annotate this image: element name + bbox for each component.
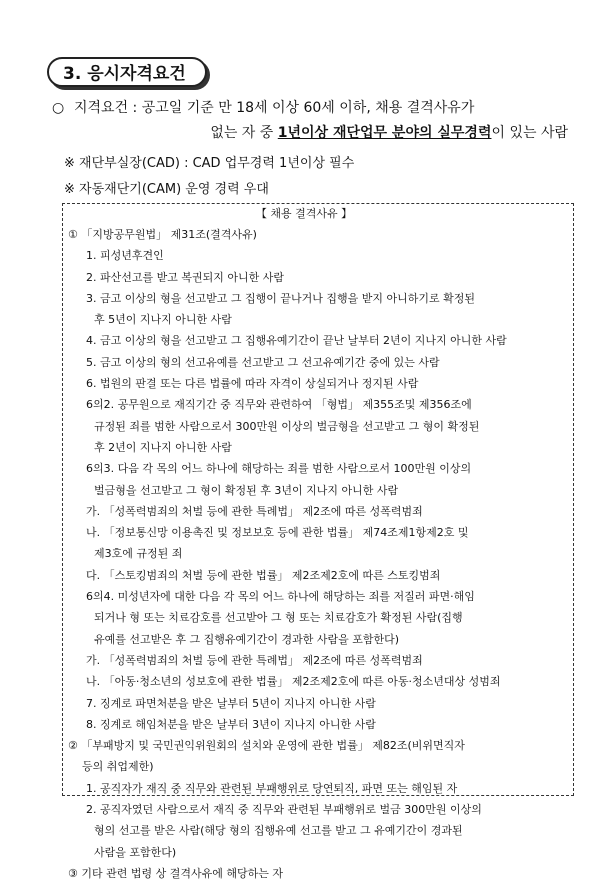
list-line: 7. 징계로 파면처분을 받은 날부터 5년이 지나지 아니한 사람 bbox=[86, 696, 376, 710]
list-line: 2. 공직자였던 사람으로서 재직 중 직무와 관련된 부패행위로 벌금 300만원 이상의 bbox=[86, 803, 482, 817]
list-line: 6의2. 공무원으로 재직기간 중 직무와 관련하여 「형법」 제355조및 제356조에 bbox=[86, 398, 472, 412]
list-line: 유예를 선고받은 후 그 집행유예기간이 경과한 사람을 포함한다) bbox=[94, 632, 400, 646]
list-line: 가. 「성폭력범죄의 처벌 등에 관한 특례법」 제2조에 따른 성폭력범죄 bbox=[86, 653, 423, 667]
list-line: 3. 금고 이상의 형을 선고받고 그 집행이 끝나거나 집행을 받지 아니하기로 확정된 bbox=[86, 291, 475, 305]
requirement-line-2: 없는 자 중 1년이상 재단업무 분야의 실무경력이 있는 사람 bbox=[210, 125, 568, 141]
list-line: 나. 「아동·청소년의 성보호에 관한 법률」 제2조제2호에 따른 아동·청소년대상 성범죄 bbox=[86, 675, 501, 689]
eligibility-requirement bbox=[52, 96, 568, 146]
list-line: 8. 징계로 해임처분을 받은 날부터 3년이 지나지 아니한 사람 bbox=[86, 717, 376, 731]
list-line: 가. 「성폭력범죄의 처벌 등에 관한 특례법」 제2조에 따른 성폭력범죄 bbox=[86, 504, 423, 518]
list-line: 나. 「정보통신망 이용촉진 및 정보보호 등에 관한 법률」 제74조제1항제2호 및 bbox=[86, 526, 469, 540]
list-line: 6. 법원의 판결 또는 다른 법률에 따라 자격이 상실되거나 정지된 사람 bbox=[86, 377, 419, 391]
list-line: 사람을 포함한다) bbox=[94, 845, 177, 859]
list-line: 5. 금고 이상의 형의 선고유예를 선고받고 그 선고유예기간 중에 있는 사람 bbox=[86, 355, 440, 369]
list-line: ② 「부패방지 및 국민권익위원회의 설치와 운영에 관한 법률」 제82조(비위면직자 bbox=[68, 739, 465, 753]
list-line: 4. 금고 이상의 형을 선고받고 그 집행유예기간이 끝난 날부터 2년이 지나지 아니한 사람 bbox=[86, 334, 507, 348]
list-line: 형의 선고를 받은 사람(해당 형의 집행유예 선고를 받고 그 유예기간이 경과된 bbox=[94, 824, 463, 838]
section-title: 3. 응시자격요건 bbox=[47, 57, 207, 87]
disqualification-list bbox=[68, 224, 568, 884]
list-line: 1. 피성년후견인 bbox=[86, 249, 164, 263]
list-line: 6의4. 미성년자에 대한 다음 각 목의 어느 하나에 해당하는 죄를 저질러 파면·해임 bbox=[86, 590, 475, 604]
list-line: ① 「지방공무원법」 제31조(결격사유) bbox=[68, 228, 257, 241]
list-line: 되거나 형 또는 치료감호를 선고받아 그 형 또는 치료감호가 확정된 사람(집행 bbox=[94, 611, 463, 625]
list-line: 2. 파산선고를 받고 복권되지 아니한 사람 bbox=[86, 270, 284, 284]
note-cad: ※ 재단부실장(CAD) : CAD 업무경력 1년이상 필수 bbox=[64, 156, 355, 171]
note-cam: ※ 자동재단기(CAM) 운영 경력 우대 bbox=[64, 182, 269, 197]
list-line: 후 5년이 지나지 아니한 사람 bbox=[94, 313, 232, 327]
experience-highlight: 1년이상 재단업무 분야의 실무경력 bbox=[277, 125, 492, 141]
disqualification-title: 【 채용 결격사유 】 bbox=[255, 207, 353, 220]
list-line: 후 2년이 지나지 아니한 사람 bbox=[94, 440, 232, 454]
list-line: ③ 기타 관련 법령 상 결격사유에 해당하는 자 bbox=[68, 866, 283, 880]
list-line: 다. 「스토킹범죄의 처벌 등에 관한 법률」 제2조제2호에 따른 스토킹범죄 bbox=[86, 568, 441, 582]
list-line: 6의3. 다음 각 목의 어느 하나에 해당하는 죄를 범한 사람으로서 100만원 이상의 bbox=[86, 462, 472, 476]
requirement-line-1: 지격요건 : 공고일 기준 만 18세 이상 60세 이하, 채용 결격사유가 bbox=[74, 100, 475, 116]
list-line: 규정된 죄를 범한 사람으로서 300만원 이상의 벌금형을 선고받고 그 형이 확정된 bbox=[94, 419, 480, 433]
list-line: 1. 공직자가 재직 중 직무와 관련된 부패행위로 당연퇴직, 파면 또는 해임된 자 bbox=[86, 781, 458, 795]
list-line: 등의 취업제한) bbox=[82, 760, 154, 774]
list-line: 제3호에 규정된 죄 bbox=[94, 547, 183, 561]
circle-bullet-icon: ○ bbox=[52, 100, 65, 116]
list-line: 벌금형을 선고받고 그 형이 확정된 후 3년이 지나지 아니한 사람 bbox=[94, 483, 399, 497]
